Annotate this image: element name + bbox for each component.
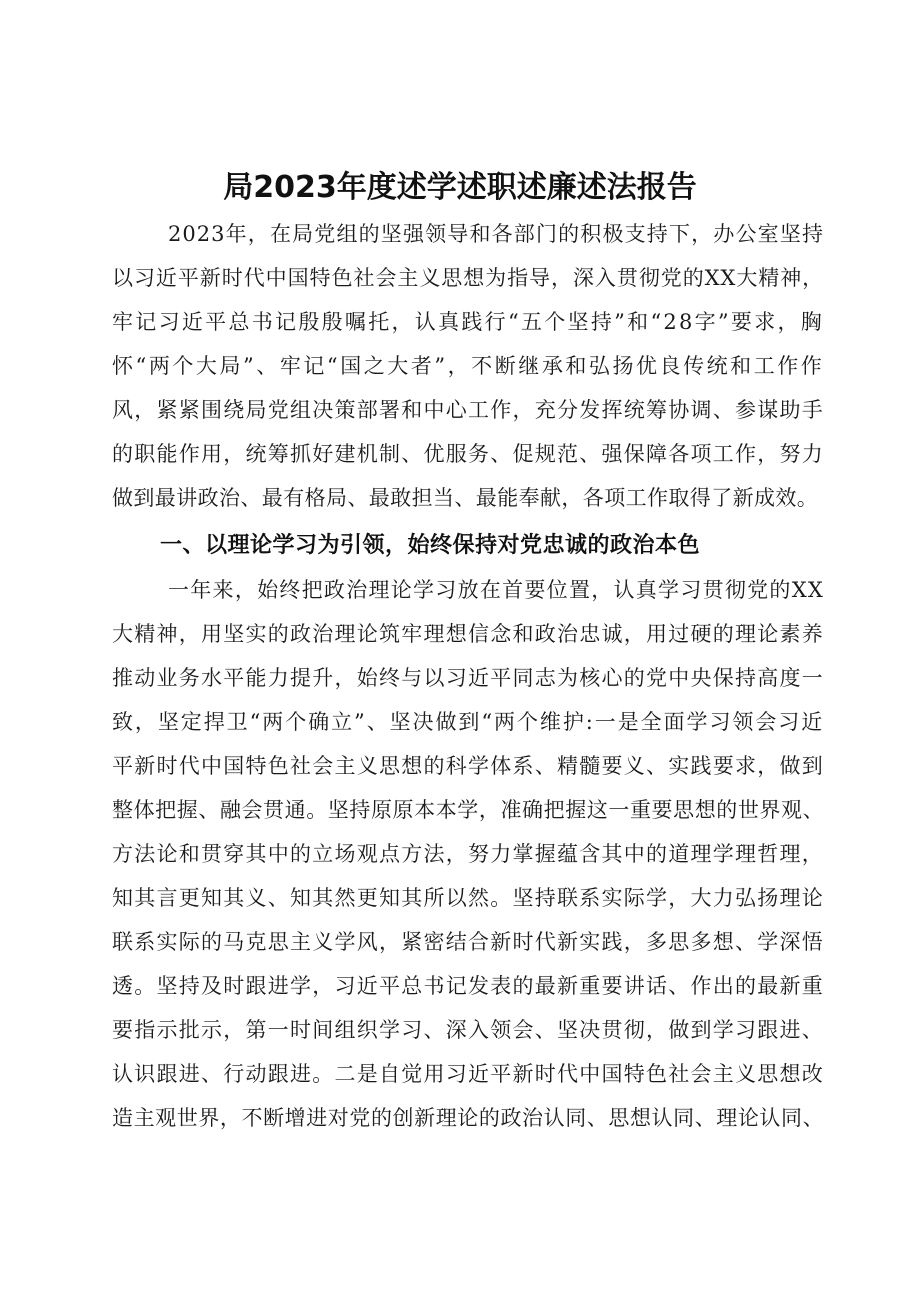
- paragraph-line: 做到最讲政治、最有格局、最敢担当、最能奉献，各项工作取得了新成效。: [112, 486, 819, 510]
- section-heading: 一、以理论学习为引领，始终保持对党忠诚的政治本色: [160, 533, 701, 558]
- paragraph-line: 的职能作用，统筹抓好建机制、优服务、促规范、强保障各项工作，努力: [112, 442, 824, 466]
- paragraph-line: 以习近平新时代中国特色社会主义思想为指导，深入贯彻党的XX大精神，: [112, 266, 824, 290]
- paragraph-line: 方法论和贯穿其中的立场观点方法，努力掌握蕴含其中的道理学理哲理，: [112, 842, 824, 866]
- paragraph-line: 认识跟进、行动跟进。二是自觉用习近平新时代中国特色社会主义思想改: [112, 1062, 824, 1086]
- paragraph-line: 知其言更知其义、知其然更知其所以然。坚持联系实际学，大力弘扬理论: [112, 886, 824, 910]
- intro-paragraph: [112, 212, 824, 520]
- paragraph-line: 推动业务水平能力提升，始终与以习近平同志为核心的党中央保持高度一: [112, 666, 824, 690]
- paragraph-line: 2023年，在局党组的坚强领导和各部门的积极支持下，办公室坚持: [168, 222, 824, 246]
- paragraph-line: 整体把握、融会贯通。坚持原原本本学，准确把握这一重要思想的世界观、: [112, 798, 824, 822]
- paragraph-line: 致，坚定捍卫“两个确立”、坚决做到“两个维护:一是全面学习领会习近: [112, 710, 824, 734]
- paragraph-line: 大精神，用坚实的政治理论筑牢理想信念和政治忠诚，用过硬的理论素养: [112, 622, 824, 646]
- paragraph-line: 联系实际的马克思主义学风，紧密结合新时代新实践，多思多想、学深悟: [112, 930, 824, 954]
- paragraph-line: 透。坚持及时跟进学，习近平总书记发表的最新重要讲话、作出的最新重: [112, 974, 824, 998]
- paragraph-line: 造主观世界，不断增进对党的创新理论的政治认同、思想认同、理论认同、: [112, 1106, 824, 1130]
- paragraph-line: 风，紧紧围绕局党组决策部署和中心工作，充分发挥统筹协调、参谋助手: [112, 398, 824, 422]
- paragraph-line: 牢记习近平总书记殷殷嘱托，认真践行“五个坚持”和“28字”要求，胸: [112, 310, 824, 334]
- section1-paragraph: [112, 568, 824, 1140]
- paragraph-line: 怀“两个大局”、牢记“国之大者”，不断继承和弘扬优良传统和工作作: [112, 354, 824, 378]
- paragraph-line: 一年来，始终把政治理论学习放在首要位置，认真学习贯彻党的XX: [168, 578, 824, 602]
- paragraph-line: 要指示批示，第一时间组织学习、深入领会、坚决贯彻，做到学习跟进、: [112, 1018, 824, 1042]
- document-title: 局2023年度述学述职述廉述法报告: [223, 170, 697, 205]
- paragraph-line: 平新时代中国特色社会主义思想的科学体系、精髓要义、实践要求，做到: [112, 754, 824, 778]
